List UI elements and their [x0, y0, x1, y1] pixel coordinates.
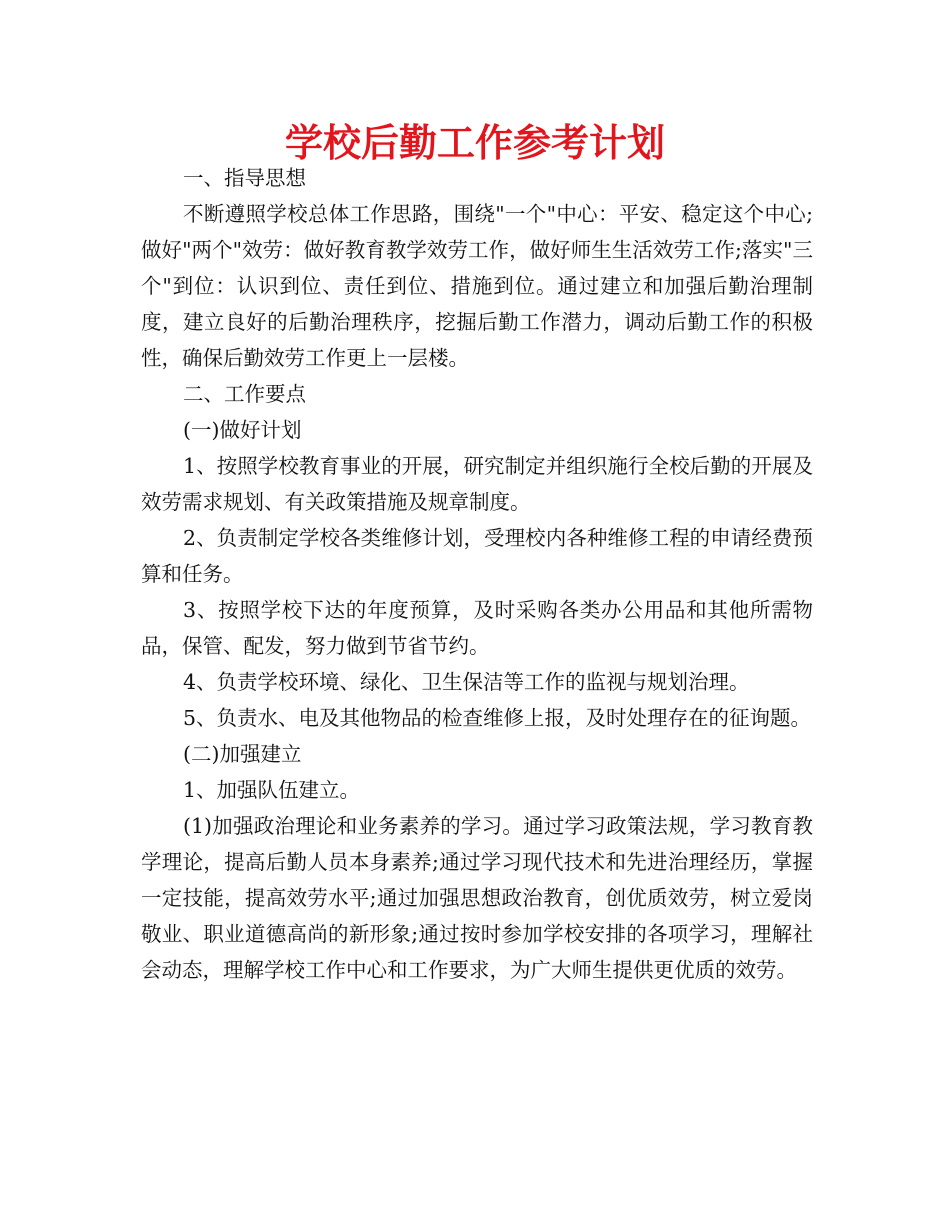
section-heading-guiding-thought: 一、指导思想 — [183, 166, 306, 190]
list-item-4: 4、负责学校环境、绿化、卫生保洁等工作的监视与规划治理。 — [183, 670, 750, 694]
item-heading-team-building: 1、加强队伍建立。 — [183, 778, 361, 802]
list-item-3: 3、按照学校下达的年度预算，及时采购各类办公用品和其他所需物品，保管、配发，努力做到节省节约。 — [141, 598, 813, 658]
list-item-2: 2、负责制定学校各类维修计划，受理校内各种维修工程的申请经费预算和任务。 — [141, 526, 813, 586]
paragraph-team-building-detail: (1)加强政治理论和业务素养的学习。通过学习政策法规，学习教育教学理论，提高后勤人员本身素养;通过学习现代技术和先进治理经历，掌握一定技能，提高效劳水平;通过加强思想政治教育，创优质效劳，树立爱岗敬业、职业道德高尚的新形象;通过按时参加学校安排的各项学习，理解社会动态，理解学校工作中心和工作要求，为广大师生提供更优质的效劳。 — [141, 814, 813, 982]
section-heading-work-points: 二、工作要点 — [183, 382, 306, 406]
list-item-1: 1、按照学校教育事业的开展，研究制定并组织施行全校后勤的开展及效劳需求规划、有关政策措施及规章制度。 — [141, 454, 813, 514]
subsection-heading-strengthen: (二)加强建立 — [183, 742, 302, 766]
subsection-heading-planning: (一)做好计划 — [183, 418, 302, 442]
list-item-5: 5、负责水、电及其他物品的检查维修上报，及时处理存在的征询题。 — [183, 706, 812, 730]
paragraph-guiding-thought: 不断遵照学校总体工作思路，围绕"一个"中心：平安、稳定这个中心;做好"两个"效劳：做好教育教学效劳工作，做好师生生活效劳工作;落实"三个"到位：认识到位、责任到位、措施到位。通过建立和加强后勤治理制度，建立良好的后勤治理秩序，挖掘后勤工作潜力，调动后勤工作的积极性，确保后勤效劳工作更上一层楼。 — [141, 202, 813, 370]
document-body — [141, 160, 813, 988]
document-title: 学校后勤工作参考计划 — [284, 121, 665, 165]
